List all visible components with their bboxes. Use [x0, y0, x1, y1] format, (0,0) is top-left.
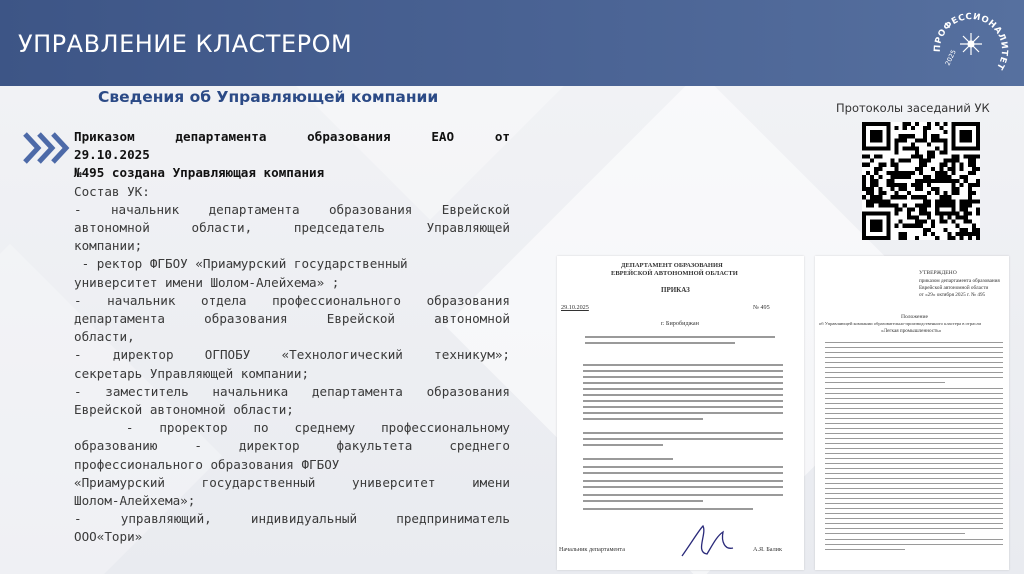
composition-line: - директор ОГПОБУ «Технологический техникум»;: [74, 347, 510, 363]
order-document-image: [557, 256, 804, 570]
composition-line: университет имени Шолом-Алейхема» ;: [74, 274, 340, 290]
qr-code-icon[interactable]: [862, 122, 980, 240]
qr-label: Протоколы заседаний УК: [836, 101, 990, 115]
composition-line: - проректор по среднему профессиональному: [74, 420, 510, 436]
doc-approved-by: приказом департамента образования: [919, 278, 1000, 284]
composition-line: образованию - директор факультета среднего: [74, 438, 510, 454]
composition-line: ООО«Тори»: [74, 529, 143, 545]
composition-line: - заместитель начальника департамента образования: [74, 383, 510, 399]
doc-approved-date: от «29» октября 2025 г. № 495: [919, 292, 986, 298]
composition-line: автономной области, председатель Управляющей: [74, 220, 510, 236]
composition-line: - начальник департамента образования Еврейской: [74, 201, 510, 217]
composition-line: - ректор ФГБОУ «Приамурский государственный: [74, 256, 408, 272]
logo-year: 2025: [943, 48, 958, 67]
doc-number: № 495: [753, 304, 770, 311]
order-number: №495 создана Управляющая компания: [74, 165, 325, 181]
doc-signer-title: Начальник департамента: [559, 546, 625, 553]
doc-heading: Положение: [901, 314, 928, 320]
composition-line: секретарь Управляющей компании;: [74, 365, 310, 381]
doc-signer-name: А.Я. Балик: [753, 546, 782, 553]
composition-line: профессионального образования ФГБОУ: [74, 456, 340, 472]
section-subtitle: Сведения об Управляющей компании: [98, 88, 439, 106]
professionalitet-logo: [926, 2, 1016, 86]
composition-line: департамента образования Еврейской автономной: [74, 311, 510, 327]
composition-line: - начальник отдела профессионального образования: [74, 292, 510, 308]
composition-title: Состав УК:: [74, 183, 150, 199]
composition-line: Шолом-Алейхема»;: [74, 493, 196, 509]
regulation-document-image: [815, 256, 1009, 570]
page-header: [0, 0, 1024, 86]
composition-line: области,: [74, 329, 135, 345]
composition-line: Еврейской автономной области;: [74, 402, 294, 418]
order-date: 29.10.2025: [74, 147, 150, 163]
composition-line: - управляющий, индивидуальный предприниматель: [74, 511, 510, 527]
order-line: Приказом департамента образования ЕАО от: [74, 129, 510, 144]
management-company-info: [74, 128, 510, 547]
page-title: УПРАВЛЕНИЕ КЛАСТЕРОМ: [18, 30, 353, 58]
composition-line: компании;: [74, 238, 143, 254]
signature-icon: [677, 522, 737, 562]
chevron-arrows-icon: [22, 131, 74, 165]
doc-heading: об Управляющей компании образовательно-производственного кластера в отрасли: [819, 321, 981, 326]
logo-text: ПРОФЕССИОНАЛИТЕТ: [932, 11, 1010, 72]
doc-org-line: ДЕПАРТАМЕНТ ОБРАЗОВАНИЯ: [621, 262, 723, 269]
doc-approved: УТВЕРЖДЕНО: [919, 270, 957, 276]
doc-city: г. Биробиджан: [661, 320, 699, 327]
doc-date: 29.10.2025: [561, 304, 589, 311]
doc-type: ПРИКАЗ: [661, 286, 690, 294]
doc-heading: «Легкая промышленность»: [881, 328, 942, 334]
doc-approved-by: Еврейской автономной области: [919, 285, 989, 291]
logo-star-icon: [960, 33, 982, 55]
doc-org-line: ЕВРЕЙСКОЙ АВТОНОМНОЙ ОБЛАСТИ: [611, 270, 738, 277]
composition-line: «Приамурский государственный университет имени: [74, 474, 510, 490]
